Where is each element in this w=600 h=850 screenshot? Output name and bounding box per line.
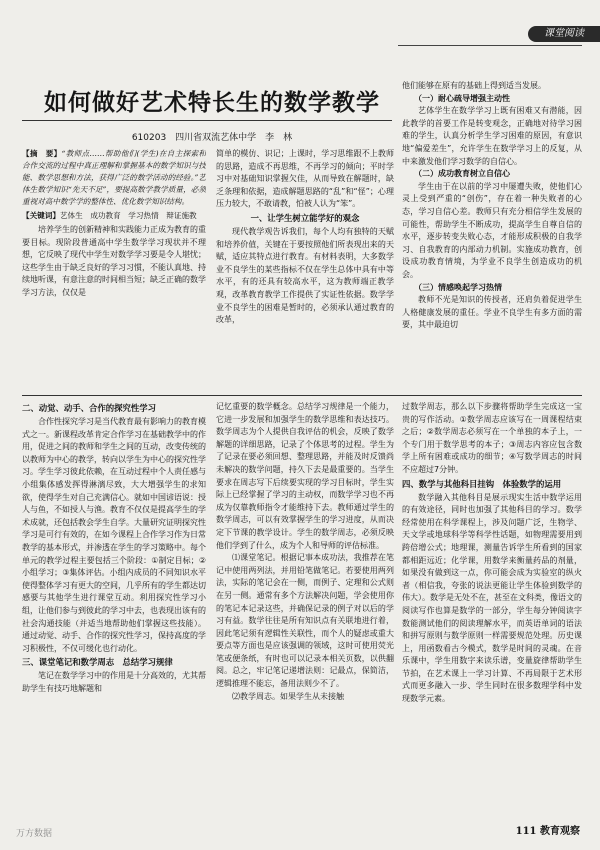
- body-paragraph: 记忆重要的数学概念。总结学习规律是一个能力，它进一步发展和加强学生的数学思维和表达技巧。数学周志为个人提供自我评估的机会，反映了数学解题的详细思路，记录了个体思考的过程。学生为了记录在要必须回想、整理思路，并能及时反馈尚未解决的数学问题，持久下去是最重要的。当学生要求在周志写下后续要实现的学习目标时，学生实际上已经掌握了学习的主动权，而数学学习也不再成为仅靠教师指令才能维持下去。教师通过学生的数学周志，可以有效掌握学生的学习进度，从而决定下节课的教学设计。学生的数学周志，必须反映他们学到了什么，成为个人和导师的评估标准。: [216, 402, 394, 550]
- body-paragraph: ⑵教学周志。如果学生从未接触: [232, 691, 344, 701]
- body-paragraph: 艺体学生在数学学习上既有困难又有潜能，因此教学的首要工作是转变观念，正确地对待学习困难的学生，认真分析学生学习困难的原因，有意识地“偏爱差生”，允许学生在数学学习上的反复，从中来激发他们学习数学的自信心。: [402, 106, 582, 166]
- keywords-text: 艺体生 成功教育 学习热情 辩证施教: [59, 211, 197, 220]
- body-paragraph: 学生由于在以前的学习中屡遭失败，使他们心灵上受到严重的“创伤”，存在着一种失败者的心态，学习自信心差。教师只有充分相信学生发展的可能性，帮助学生不断成功，提高学生自尊自信的水平，逐步转变失败心态，才能形成积极的自我学习、自我教育的内部动力机制。实施成功教育，创设成功教育情境，为学业不良学生创造成功的机会。: [402, 181, 582, 279]
- keywords-label: 【关键词】: [22, 211, 60, 220]
- column-3-bottom: [402, 401, 582, 813]
- page-footer: 111 教育观察: [515, 826, 580, 837]
- section-heading-4: 四、数学与其他科目挂钩 体验数学的运用: [402, 478, 562, 489]
- section-heading-2: 二、动觉、动手、合作的探究性学习: [22, 403, 156, 413]
- body-paragraph: 合作性探究学习是当代教育最有影响力的教育模式之一。新课程改革肯定合作学习在基础教学中的作用，促进之间的教师和学生之间的互动，改变传统的以教师为中心的教学，转向以学生为中心的探究性学习。学生学习彼此依赖，在互动过程中个人责任感与小组集体感发挥得淋漓尽致，大大增强学生的求知欲，使得学生对自己充满信心。就如中国谚语说：授人与鱼，不如授人与渔。教育不仅仅是提高学生的学术成就，还包括教会学生自学。大量研究证明探究性学习是可行有效的，在如今课程上合作学习作为日常教学的基本形式，并渗透在学生的学习策略中。每个单元的教学过程主要包括三个阶段：①制定目标；②小组学习；③集体评估。小组内成员的不同知识水平使得整体学习有更大的空间，几乎所有的学生都达切感要与其他学生进行课堂互动。利用探究性学习小组，让他们参与到彼此的学习中去，也表现出该有的社会沟通技能（并适当地帮助他们掌握这些技能）。通过动觉、动手、合作的探究性学习，保持高度的学习积极性，不仅可缓化也行动化。: [22, 417, 206, 653]
- section-heading-1: 一、让学生树立能学好的观念: [250, 212, 360, 223]
- body-paragraph: 过数学周志，那么以下步骤将帮助学生完成这一宝贵的写作活动。①数学周志应该写在一周课程结束之后；②数学周志必须写在一个单独的本子上，一个专门用于数学思考的本子；③周志内容应包含数学上所有困难或成功的细节；④写数学周志的时间不应超过7分钟。: [402, 402, 582, 474]
- body-paragraph: 他们能够在原有的基础上得到适当发展。: [402, 81, 546, 90]
- article-title: 如何做好艺术特长生的数学教学: [44, 89, 380, 116]
- body-paragraph: 笔记在数学学习中的作用是十分高效的，尤其帮助学生有技巧地解题和: [22, 671, 206, 693]
- abstract-text: “教师点……帮助他们(学生)在自主探索和合作交流的过程中真正理解和掌握基本的数学知识与技能、数学思想和方法，获得广泛的数学活动的经验。”艺体生数学知识“先天不足”，要提高数学教学质量，必须重视对高中数学学的整体性、优化数学知识结构。: [22, 149, 206, 206]
- body-paragraph: 教师不光是知识的传授者，还肩负着促进学生人格健康发展的重任。学业不良学生有多方面的需要，其中最迫切: [402, 295, 582, 330]
- column-2-bottom: [216, 401, 394, 813]
- subsection-heading-2: （二）成功教育树立自信心: [414, 169, 510, 179]
- body-paragraph: ⑴课堂笔记。根据记事本成功法，我推荐在笔记中使用两列法，并用铅笔做笔记。若要使用两列法，实际的笔记会在一侧，而例子、定理和公式则在另一侧。通常有多个方法解决问题，学会使用你的笔记本记录这些，并确保记录的例子对以后的学习有益。数学往往是所有知识点有关联地进行着，因此笔记须有逻辑性关联性，而个人的疑虑或重大要点等方面也是应该强调的领域，这时可使用荧光笔或便条纸，有时也可以记录本相关页数，以供翻阅。总之，牢记笔记递增法则：记最点，保简洁，逻辑推理不能忘，备用法则少不了。: [216, 553, 394, 689]
- body-paragraph: 数学融入其他科目是展示现实生活中数学运用的有效途径，同时也加强了其他科目的学习。数学经常使用在科学课程上，涉及问题广泛，生物学、天文学或地球科学等科学性话题，如物理需要用到跨倍增公式；地理课，测量告诉学生所看到的国家都相距远近；化学课，用数学来衡量药品的剂量，如果没有做到这一点，你可能会成为实验室的纵火者（相信我，夸张的说法更能让学生体验到数学的伟大）。数学是无处不在，甚至在文科类，像语文的阅读写作也算是数学的一部分，学生每分钟阅读字数能测试他们的阅读理解水平，而英语单词的语法和拼写原则与数学原则一样需要规范处理。历史课上，用函数看古今模式，数学是时间的灵魂。在音乐课中，学生用数字来读乐谱，变量旋律帮助学生节拍，在艺术课上一学习计算、不再局限于艺术形式而更多融入一步、学生同时在很多数理学科中发现数学元素。: [402, 492, 582, 704]
- top-rule: [398, 45, 582, 46]
- column-1-top: [22, 148, 206, 392]
- title-underline: [22, 120, 392, 121]
- body-paragraph: 简单的模仿、识记；上课时，学习思维跟不上教师的思路，造成不再思维，不再学习的倾向；平时学习中对基础知识掌握欠佳，从而导致在解题时，缺乏条理和依据，造成解题思路的“乱”和“怪”；心理压力较大，不敢请教，怕被人认为“笨”。: [216, 149, 394, 209]
- column-2-top: [216, 148, 394, 392]
- author-line: 610203 四川省双流艺体中学 李 林: [131, 133, 293, 143]
- column-tag: 课堂阅读: [528, 26, 600, 42]
- column-1-bottom: [22, 401, 206, 813]
- section-divider: [22, 395, 582, 396]
- section-heading-3: 三、课堂笔记和数学周志 总结学习规律: [22, 657, 173, 668]
- intro-paragraph: 培养学生的创新精神和实践能力正成为教育的重要目标。现阶段普通高中学生数学学习现状并不理想，它反映了现代中学生对数学学习要是令人堪忧；这些学生由于缺乏良好的学习习惯，不能认真地、持续地听课，有意注意的时间相当短；缺乏正确的数学学习方法，仅仅是: [22, 225, 206, 297]
- watermark: 万方数据: [16, 829, 53, 839]
- keywords-paragraph: [22, 210, 206, 222]
- subsection-heading-1: （一）耐心疏导增强主动性: [414, 93, 510, 103]
- column-3-top: [402, 80, 582, 392]
- subsection-heading-3: （三）情感唤起学习热情: [414, 282, 502, 292]
- abstract-label: 【摘 要】: [22, 149, 62, 158]
- body-paragraph: 现代教学观告诉我们，每个人均有独特的天赋和培养价值，关键在于要按照他们所表现出来的天赋，适应其特点进行教育。有材料表明，大多数学业不良学生的某些指标不仅在学生总体中具有中等水平，有的还具有较高水平，这为教师端正教学观，改革教育教学工作提供了实证性依据。数学学业不良学生的困难是暂时的，必须承认通过教育的改革，: [216, 226, 394, 325]
- abstract-paragraph: [22, 148, 206, 208]
